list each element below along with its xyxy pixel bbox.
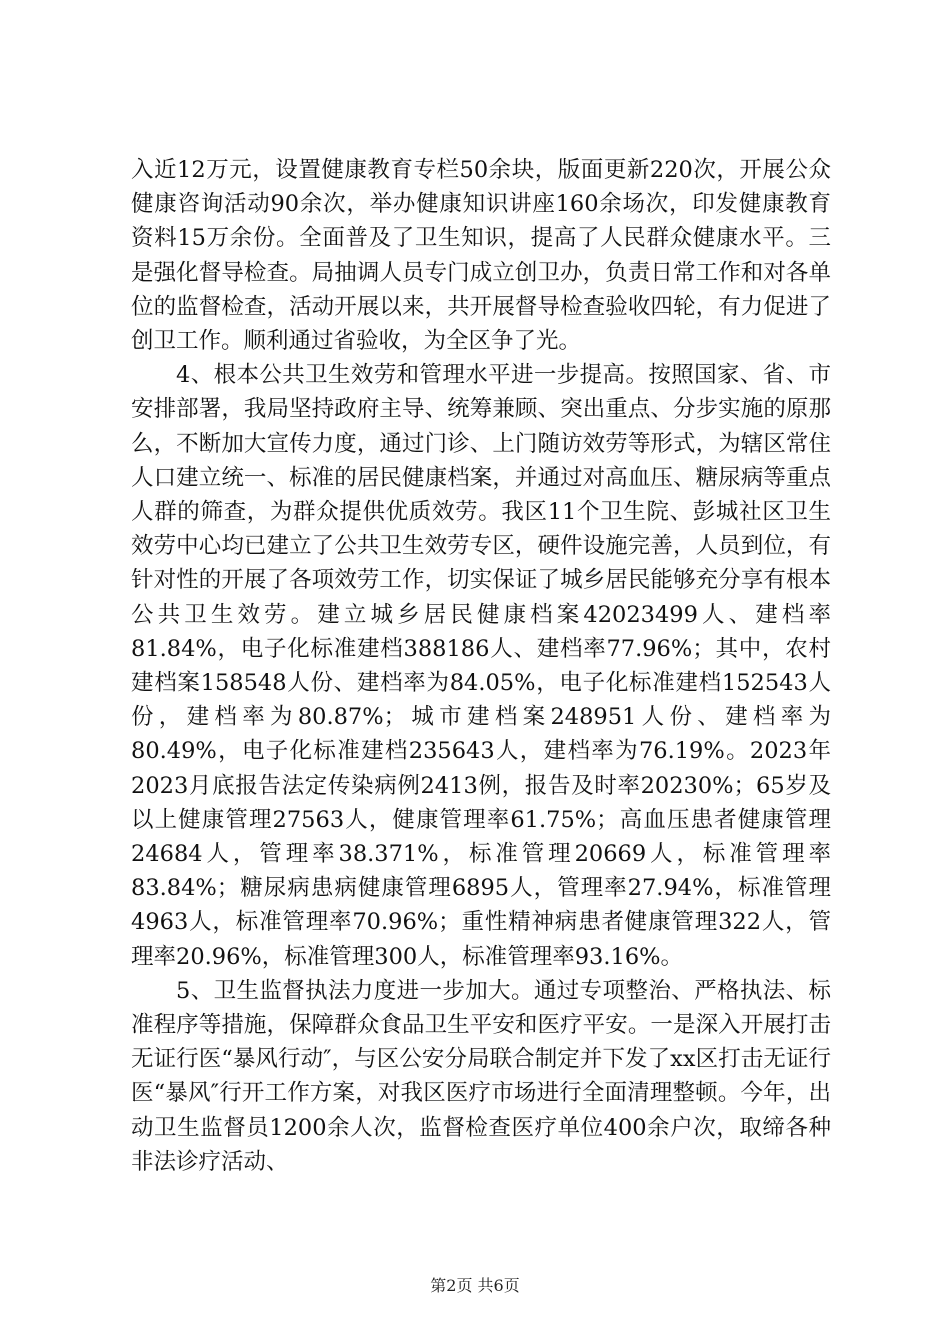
paragraph-health-education: 入近12万元，设置健康教育专栏50余块，版面更新220次，开展公众健康咨询活动90余次，举办健康知识讲座160余场次，印发健康教育资料15万余份。全面普及了卫生知识，提高了人民群众健康水平。三是强化督导检查。局抽调人员专门成立创卫办，负责日常工作和对各单位的监督检查，活动开展以来，共开展督导检查验收四轮，有力促进了创卫工作。顺利通过省验收，为全区争了光。 [131, 157, 831, 355]
page-number-footer: 第2页 共6页 [430, 1276, 520, 1295]
document-body [131, 153, 831, 1179]
paragraph-health-supervision: 5、卫生监督执法力度进一步加大。通过专项整治、严格执法、标准程序等措施，保障群众食品卫生平安和医疗平安。一是深入开展打击无证行医“暴风行动″，与区公安分局联合制定并下发了xx区打击无证行医“暴风″行开工作方案，对我区医疗市场进行全面清理整顿。今年，出动卫生监督员1200余人次，监督检查医疗单位400余户次，取缔各种非法诊疗活动、 [131, 977, 831, 1175]
paragraph-public-health-service: 4、根本公共卫生效劳和管理水平进一步提高。按照国家、省、市安排部署，我局坚持政府主导、统筹兼顾、突出重点、分步实施的原那么，不断加大宣传力度，通过门诊、上门随访效劳等形式，为辖区常住人口建立统一、标准的居民健康档案，并通过对高血压、糖尿病等重点人群的筛查，为群众提供优质效劳。我区11个卫生院、彭城社区卫生效劳中心均已建立了公共卫生效劳专区，硬件设施完善，人员到位，有针对性的开展了各项效劳工作，切实保证了城乡居民能够充分享有根本公共卫生效劳。建立城乡居民健康档案42023499人、建档率81.84%，电子化标准建档388186人、建档率77.96%；其中，农村建档案158548人份、建档率为84.05%，电子化标准建档152543人份，建档率为80.87%；城市建档案248951人份、建档率为80.49%，电子化标准建档235643人，建档率为76.19%。2023年2023月底报告法定传染病例2413例，报告及时率20230%；65岁及以上健康管理27563人，健康管理率61.75%；高血压患者健康管理24684人，管理率38.371%，标准管理20669人，标准管理率83.84%；糖尿病患病健康管理6895人，管理率27.94%，标准管理4963人，标准管理率70.96%；重性精神病患者健康管理322人，管理率20.96%，标准管理300人，标准管理率93.16%。 [131, 362, 831, 970]
